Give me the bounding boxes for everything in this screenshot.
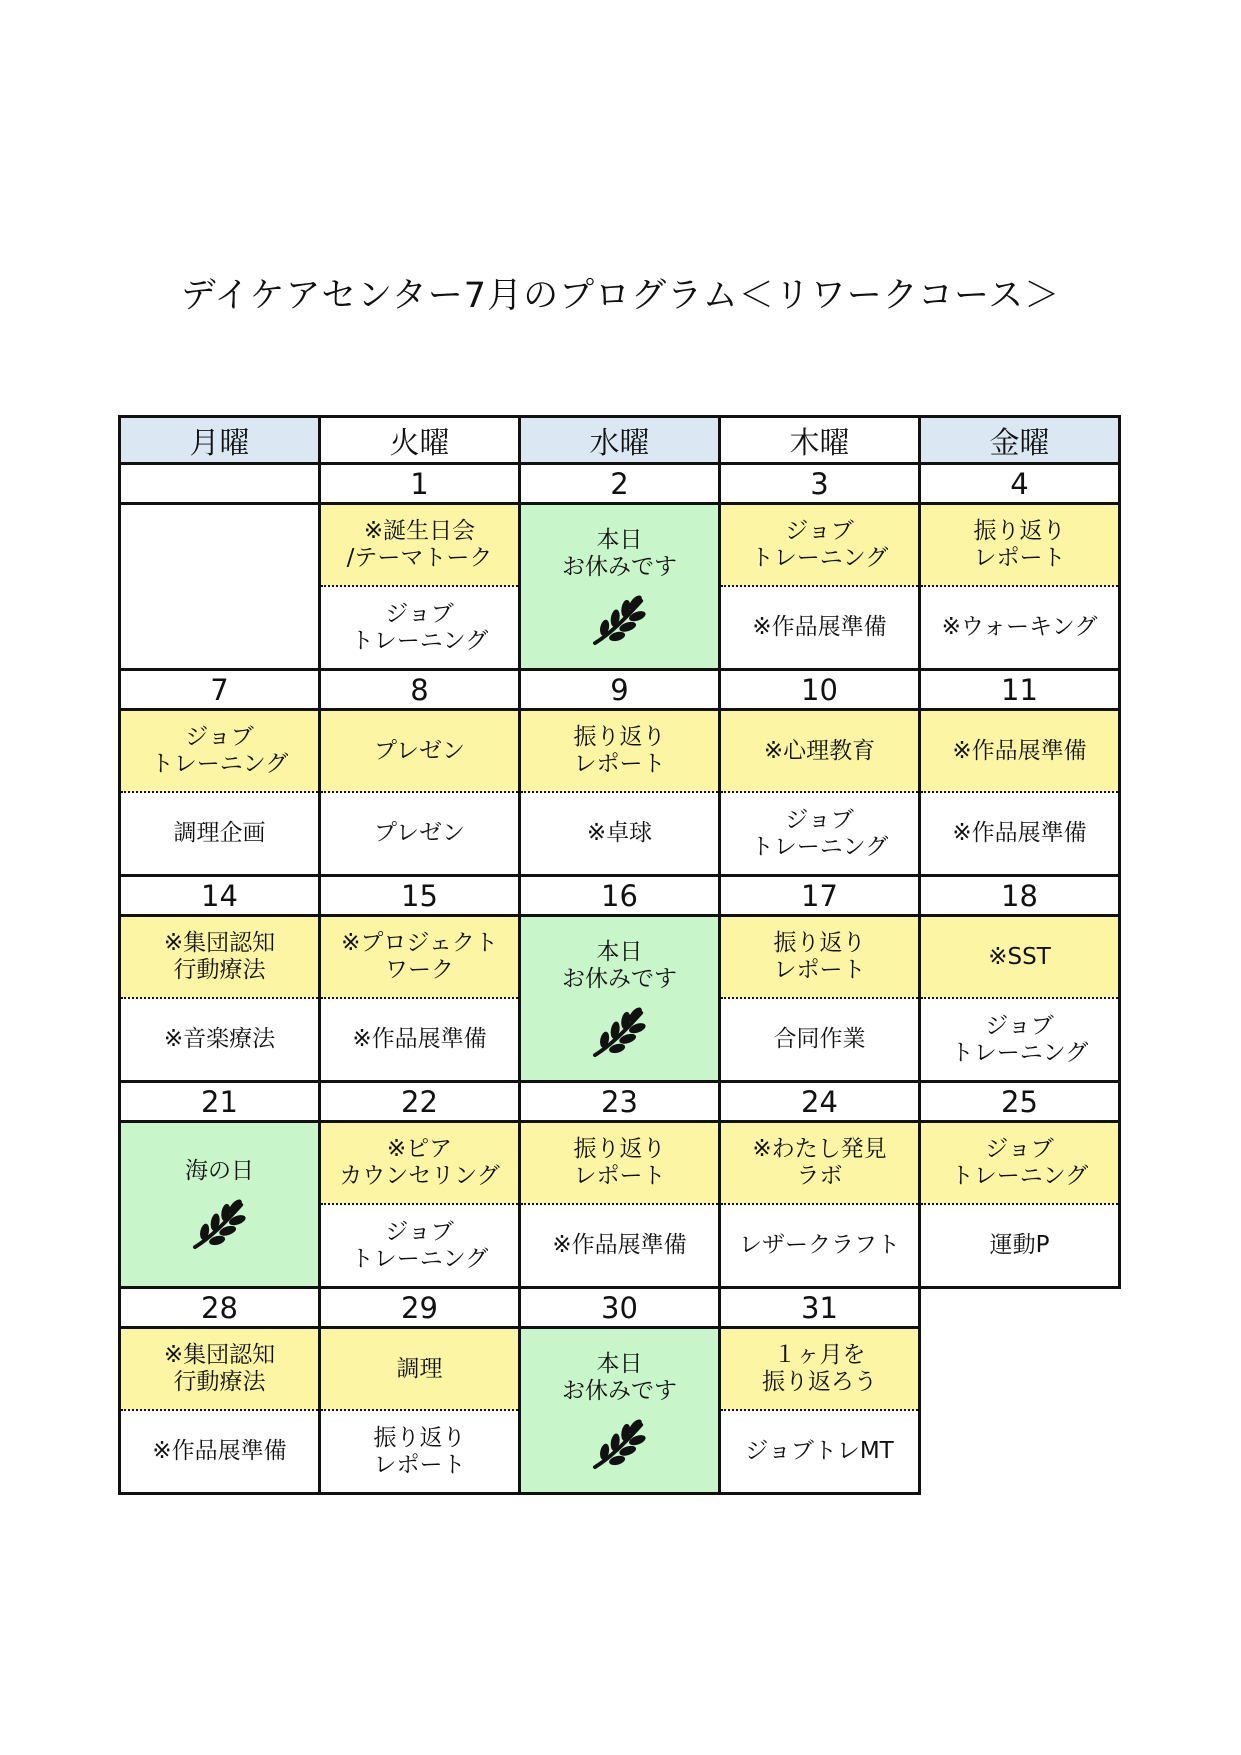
weekday-header: 金曜 — [920, 417, 1120, 464]
pm-program-cell — [320, 998, 520, 1082]
program-label: ※作品展準備 — [552, 1232, 687, 1258]
pm-program-cell — [120, 1410, 320, 1494]
pm-program-cell — [320, 586, 520, 670]
leaf-sprig-icon — [591, 1419, 649, 1471]
program-label: ※集団認知 行動療法 — [163, 930, 276, 983]
date-row — [120, 876, 1120, 916]
date-number: 30 — [520, 1288, 720, 1328]
leaf-sprig-icon — [191, 1199, 249, 1251]
closed-label: 本日 お休みです — [562, 1350, 677, 1404]
closed-label: 海の日 — [185, 1158, 254, 1184]
date-number: 23 — [520, 1082, 720, 1122]
program-label: ※作品展準備 — [152, 1438, 287, 1464]
program-label: ジョブ トレーニング — [350, 1218, 489, 1272]
leaf-sprig-icon — [591, 1007, 649, 1059]
program-label: 振り返り レポート — [373, 1424, 466, 1478]
program-label: ジョブ トレーニング — [750, 518, 889, 571]
program-label: レザークラフト — [739, 1232, 900, 1258]
date-row — [120, 1288, 1120, 1328]
am-program-cell — [320, 504, 520, 587]
program-label: ジョブ トレーニング — [750, 806, 889, 860]
program-label: ※卓球 — [586, 820, 653, 846]
closed-day-cell — [520, 916, 720, 1082]
am-program-cell — [720, 1328, 920, 1411]
am-program-cell — [320, 1122, 520, 1205]
pm-program-cell — [920, 998, 1120, 1082]
pm-program-cell — [720, 792, 920, 876]
date-number: 11 — [920, 670, 1120, 710]
am-program-cell — [120, 916, 320, 999]
program-label: １ヶ月を 振り返ろう — [762, 1342, 877, 1395]
program-label: プレゼン — [373, 737, 466, 764]
date-number: 9 — [520, 670, 720, 710]
program-label: ジョブ トレーニング — [350, 600, 489, 654]
am-program-row — [120, 1328, 1120, 1411]
date-number: 21 — [120, 1082, 320, 1122]
pm-program-cell — [720, 586, 920, 670]
date-row — [120, 464, 1120, 504]
am-program-cell — [720, 916, 920, 999]
closed-label: 本日 お休みです — [562, 526, 677, 580]
am-program-cell — [920, 916, 1120, 999]
date-number: 14 — [120, 876, 320, 916]
am-program-cell — [320, 916, 520, 999]
date-number: 8 — [320, 670, 520, 710]
program-label: プレゼン — [373, 820, 466, 846]
program-label: ※ウォーキング — [941, 614, 1098, 640]
am-program-row — [120, 1122, 1120, 1205]
date-number: 18 — [920, 876, 1120, 916]
program-label: 調理企画 — [173, 820, 266, 846]
program-label: ※集団認知 行動療法 — [163, 1342, 276, 1395]
program-label: ジョブトレMT — [745, 1438, 894, 1464]
am-program-cell — [720, 1122, 920, 1205]
program-label: ※作品展準備 — [352, 1026, 487, 1052]
pm-program-cell — [720, 998, 920, 1082]
date-number: 3 — [720, 464, 920, 504]
am-program-row — [120, 710, 1120, 793]
pm-program-cell — [520, 1204, 720, 1288]
am-program-cell — [320, 710, 520, 793]
page-title: デイケアセンター7月のプログラム＜リワークコース＞ — [180, 276, 1061, 316]
pm-program-cell — [920, 586, 1120, 670]
pm-program-cell — [320, 1410, 520, 1494]
am-program-cell — [320, 1328, 520, 1411]
pm-program-cell — [120, 998, 320, 1082]
date-number: 28 — [120, 1288, 320, 1328]
pm-program-cell — [520, 792, 720, 876]
closed-label: 本日 お休みです — [562, 938, 677, 992]
am-program-cell — [120, 1328, 320, 1411]
date-number: 29 — [320, 1288, 520, 1328]
pm-program-row — [120, 792, 1120, 876]
weekday-header: 水曜 — [520, 417, 720, 464]
date-number: 16 — [520, 876, 720, 916]
am-program-cell — [920, 710, 1120, 793]
program-label: ※作品展準備 — [752, 614, 887, 640]
date-row — [120, 1082, 1120, 1122]
date-number: 25 — [920, 1082, 1120, 1122]
closed-day-cell — [120, 1122, 320, 1288]
date-number: 15 — [320, 876, 520, 916]
weekday-header: 月曜 — [120, 417, 320, 464]
am-program-cell — [920, 1122, 1120, 1205]
program-label: ※わたし発見 ラボ — [752, 1136, 887, 1189]
program-label: ※ピア カウンセリング — [339, 1136, 500, 1189]
am-program-row — [120, 504, 1120, 587]
date-number: 7 — [120, 670, 320, 710]
program-calendar — [118, 415, 1121, 1495]
program-label: ※音楽療法 — [163, 1026, 276, 1052]
date-row — [120, 670, 1120, 710]
program-label: 振り返り レポート — [573, 724, 666, 777]
program-label: ジョブ トレーニング — [950, 1012, 1089, 1066]
am-program-cell — [520, 710, 720, 793]
date-number: 4 — [920, 464, 1120, 504]
pm-program-cell — [720, 1204, 920, 1288]
program-label: ジョブ トレーニング — [150, 724, 289, 777]
program-label: ※心理教育 — [763, 737, 876, 764]
program-label: 振り返り レポート — [773, 930, 866, 983]
date-number: 31 — [720, 1288, 920, 1328]
pm-program-cell — [320, 1204, 520, 1288]
program-label: 振り返り レポート — [973, 518, 1066, 571]
date-number: 22 — [320, 1082, 520, 1122]
closed-day-cell — [520, 1328, 720, 1494]
weekday-header: 火曜 — [320, 417, 520, 464]
pm-program-cell — [920, 1204, 1120, 1288]
date-number: 10 — [720, 670, 920, 710]
weekday-header-row — [120, 417, 1120, 464]
pm-program-cell — [720, 1410, 920, 1494]
program-label: 合同作業 — [773, 1026, 866, 1052]
program-label: ※作品展準備 — [952, 820, 1087, 846]
program-label: ※SST — [988, 943, 1051, 970]
program-label: ジョブ トレーニング — [950, 1136, 1089, 1189]
date-number: 17 — [720, 876, 920, 916]
date-number — [920, 1288, 1120, 1328]
weekday-header: 木曜 — [720, 417, 920, 464]
date-number: 24 — [720, 1082, 920, 1122]
am-program-cell — [120, 710, 320, 793]
am-program-row — [120, 916, 1120, 999]
blank-day-cell — [120, 504, 320, 670]
closed-day-cell — [520, 504, 720, 670]
date-number: 1 — [320, 464, 520, 504]
program-label: 運動P — [989, 1232, 1050, 1258]
date-number: 2 — [520, 464, 720, 504]
program-label: ※作品展準備 — [952, 737, 1087, 764]
program-label: ※誕生日会 /テーマトーク — [346, 518, 493, 571]
program-label: ※プロジェクト ワーク — [341, 930, 498, 983]
pm-program-cell — [120, 792, 320, 876]
am-program-cell — [920, 504, 1120, 587]
am-program-cell — [520, 1122, 720, 1205]
date-number — [120, 464, 320, 504]
program-label: 調理 — [396, 1355, 443, 1382]
leaf-sprig-icon — [591, 595, 649, 647]
am-program-cell — [720, 710, 920, 793]
am-program-cell — [720, 504, 920, 587]
program-label: 振り返り レポート — [573, 1136, 666, 1189]
outside-month-cell — [920, 1328, 1120, 1494]
pm-program-cell — [920, 792, 1120, 876]
pm-program-cell — [320, 792, 520, 876]
